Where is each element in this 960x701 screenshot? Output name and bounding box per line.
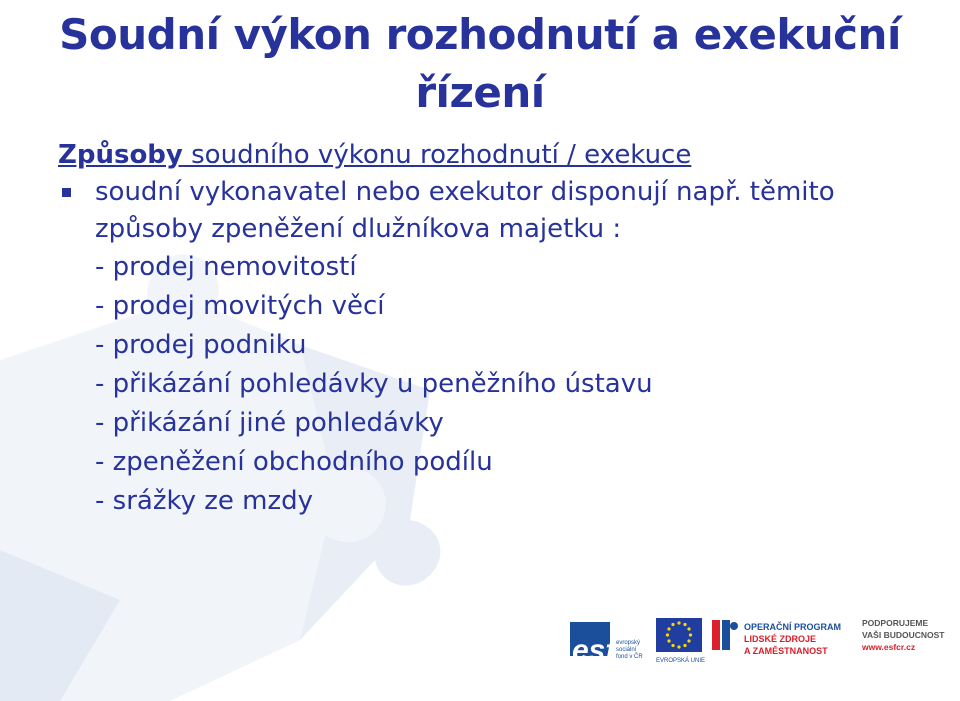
list-item: - zpeněžení obchodního podílu (95, 447, 493, 477)
esf-caption-line: evropský (616, 640, 641, 646)
bullet-text: soudní vykonavatel nebo exekutor disponují např. těmito způsoby zpeněžení dlužníkova majetku : (95, 177, 835, 244)
esf-logo (570, 622, 643, 667)
eu-flag-icon (656, 618, 705, 664)
esf-caption-line: sociální (616, 647, 637, 653)
website-link[interactable]: www.esfcr.cz (862, 642, 916, 652)
square-bullet-icon (62, 188, 71, 197)
support-line: PODPORUJEME (862, 618, 929, 628)
op-lzz-logo (712, 620, 841, 656)
esf-logo-text: esf (572, 634, 616, 667)
subheading-bold: Způsoby (58, 140, 183, 170)
eu-caption: EVROPSKÁ UNIE (656, 658, 706, 664)
list-item: - srážky ze mzdy (95, 486, 314, 516)
support-line: VAŠI BUDOUCNOST (862, 630, 945, 640)
esf-caption-line: fond v ČR (616, 654, 643, 660)
slide-title: Soudní výkon rozhodnutí a exekuční řízení (59, 10, 901, 117)
slide-content (58, 138, 938, 521)
support-logo (861, 618, 945, 652)
methods-list (58, 248, 938, 521)
op-title-line: OPERAČNÍ PROGRAM (744, 622, 842, 632)
bullet-item (58, 174, 938, 248)
list-item: - prodej podniku (95, 330, 307, 360)
subheading (58, 138, 938, 172)
subheading-rest: soudního výkonu rozhodnutí / exekuce (182, 140, 692, 170)
footer-logos (568, 612, 960, 672)
list-item: - přikázání pohledávky u peněžního ústavu (95, 369, 653, 399)
op-title-line: A ZAMĚSTNANOST (744, 646, 828, 656)
list-item: - prodej movitých věcí (95, 291, 385, 321)
op-title-line: LIDSKÉ ZDROJE (744, 634, 817, 644)
list-item: - přikázání jiné pohledávky (95, 408, 444, 438)
list-item: - prodej nemovitostí (95, 252, 357, 282)
